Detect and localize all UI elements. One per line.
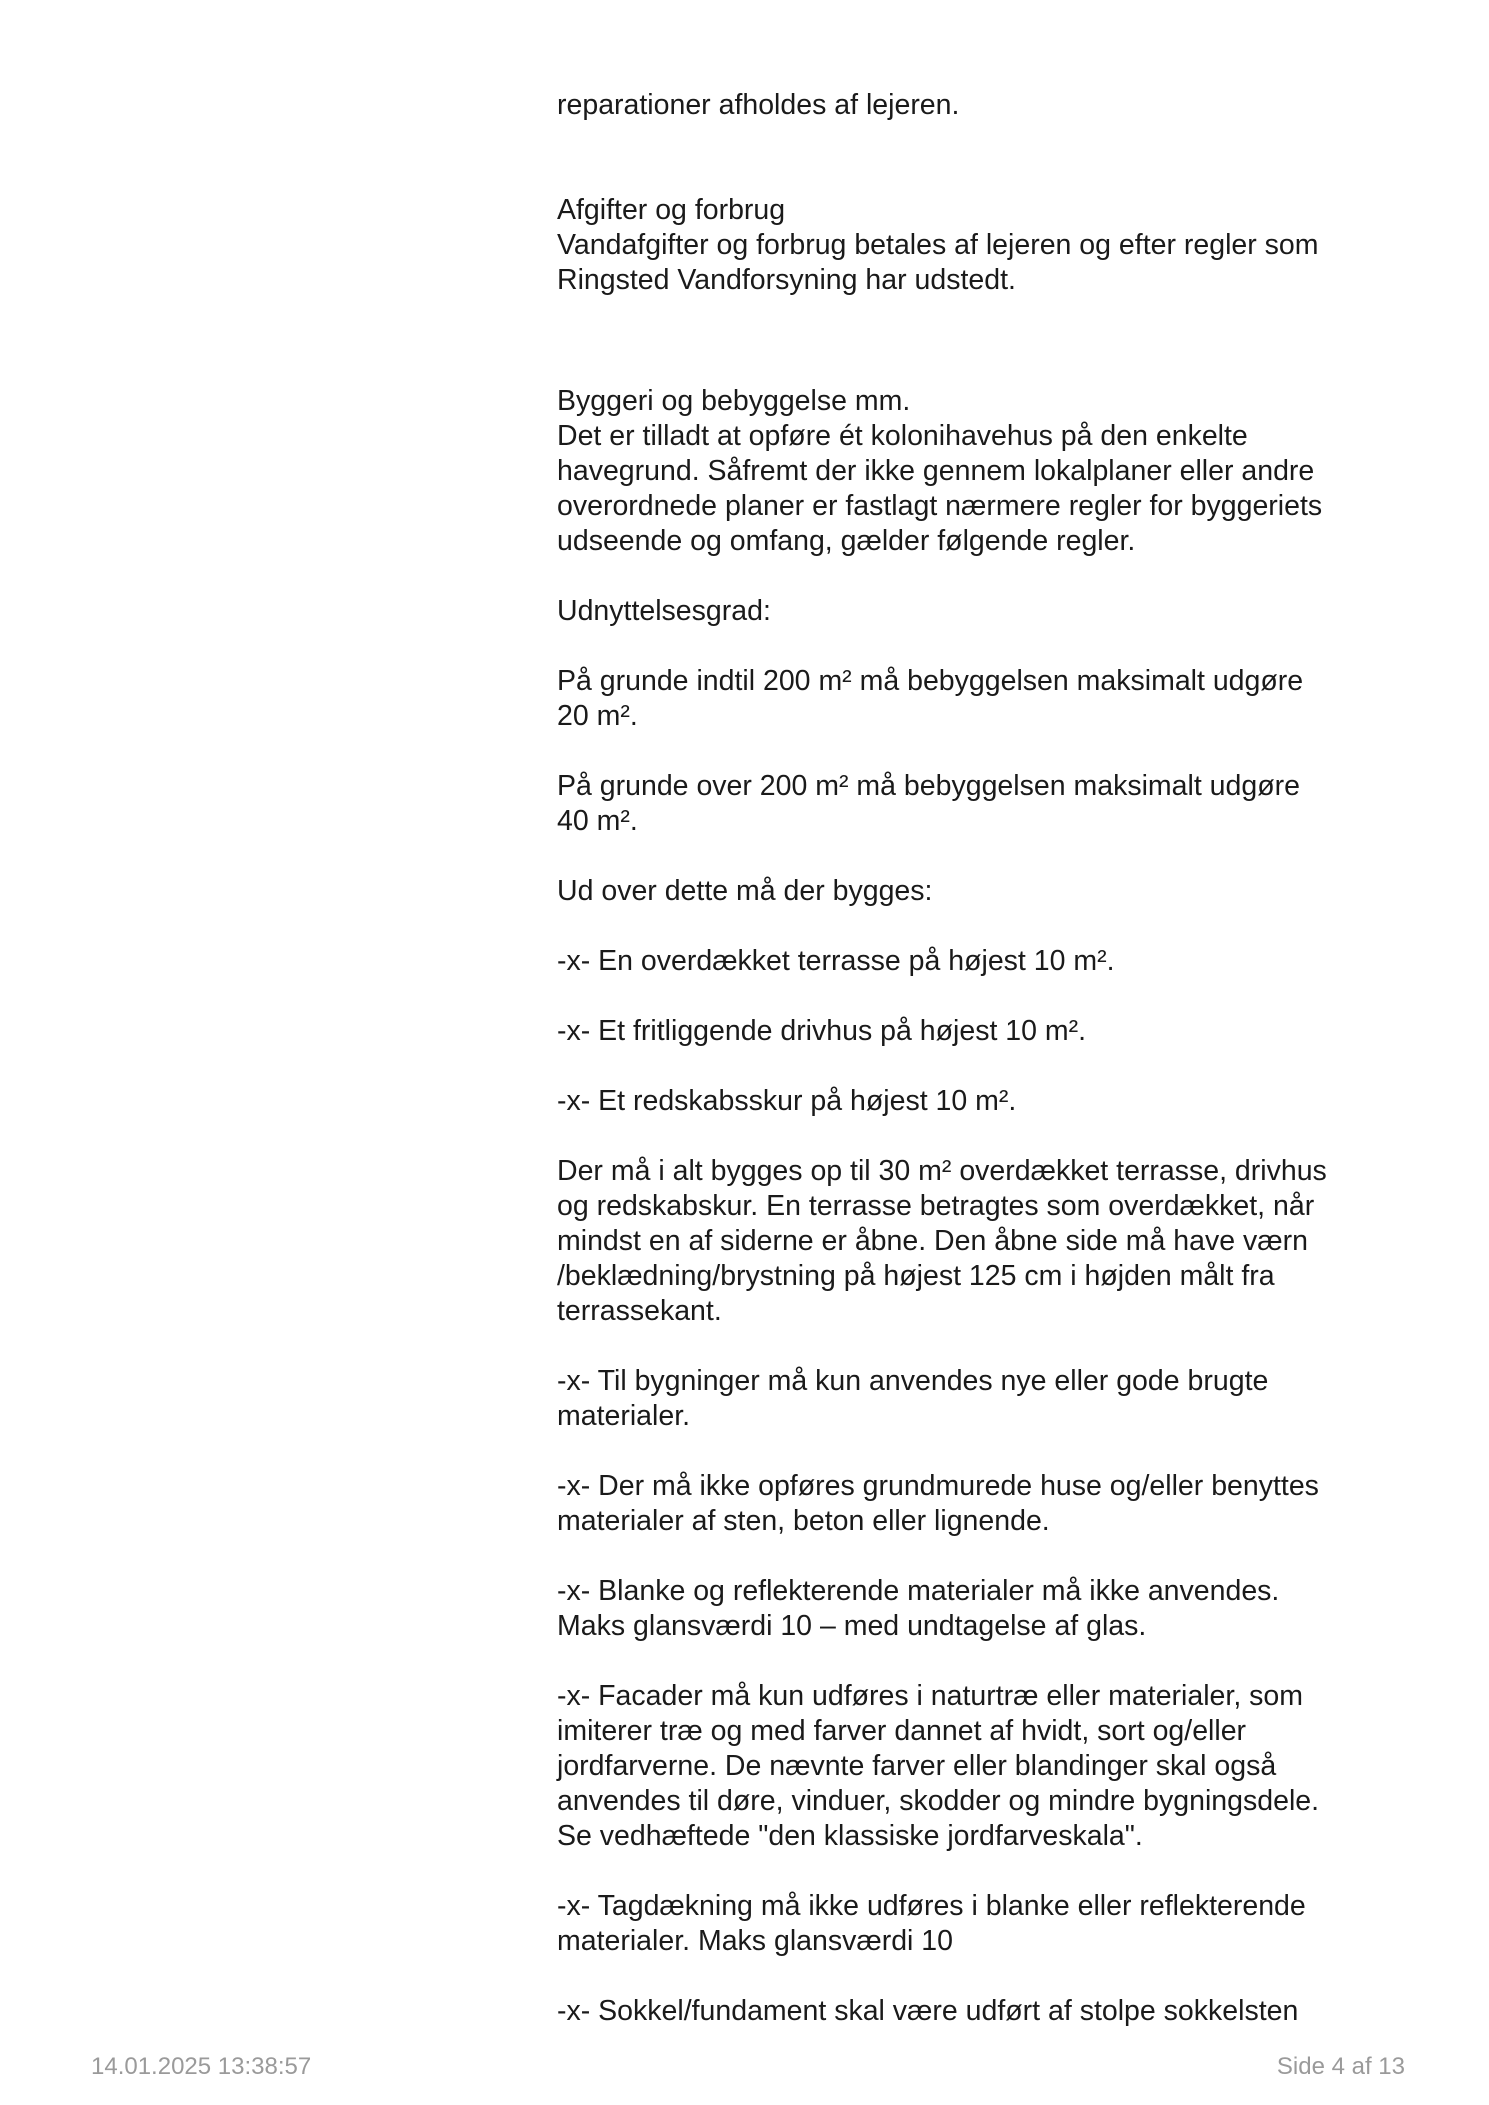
paragraph-1 xyxy=(557,88,1397,123)
text-line: 40 m². xyxy=(557,805,638,837)
text-line: -x- Der må ikke opføres grundmurede huse og/eller benyttes xyxy=(557,1470,1319,1502)
text-line: og redskabskur. En terrasse betragtes som overdækket, når xyxy=(557,1190,1315,1222)
text-line: Maks glansværdi 10 – med undtagelse af glas. xyxy=(557,1610,1147,1642)
list-item-materialer xyxy=(557,1364,1397,1434)
list-item-facader xyxy=(557,1679,1397,1854)
paragraph-ud-over xyxy=(557,874,1397,909)
text-line: jordfarverne. De nævnte farver eller blandinger skal også xyxy=(557,1750,1277,1782)
section-heading: Byggeri og bebyggelse mm. xyxy=(557,385,911,417)
text-line: Ud over dette må der bygges: xyxy=(557,875,933,907)
text-line: mindst en af siderne er åbne. Den åbne side må have værn xyxy=(557,1225,1308,1257)
text-line: -x- Sokkel/fundament skal være udført af stolpe sokkelsten xyxy=(557,1995,1299,2027)
paragraph-grunde-indtil xyxy=(557,664,1397,734)
text-line: Udnyttelsesgrad: xyxy=(557,595,771,627)
text-line: -x- Tagdækning må ikke udføres i blanke eller reflekterende xyxy=(557,1890,1306,1922)
paragraph-afgifter xyxy=(557,193,1397,298)
text-line: -x- Til bygninger må kun anvendes nye eller gode brugte xyxy=(557,1365,1269,1397)
footer-page-number: Side 4 af 13 xyxy=(1276,2053,1405,2080)
text-line: -x- Facader må kun udføres i naturtræ eller materialer, som xyxy=(557,1680,1303,1712)
paragraph-byggeri xyxy=(557,384,1397,559)
paragraph-grunde-over xyxy=(557,769,1397,839)
text-line: anvendes til døre, vinduer, skodder og mindre bygningsdele. xyxy=(557,1785,1320,1817)
document-body xyxy=(557,88,1397,2029)
text-line: Der må i alt bygges op til 30 m² overdækket terrasse, drivhus xyxy=(557,1155,1327,1187)
list-item-drivhus xyxy=(557,1014,1397,1049)
text-line: /beklædning/brystning på højest 125 cm i højden målt fra xyxy=(557,1260,1275,1292)
list-item-blanke xyxy=(557,1574,1397,1644)
text-line: imiterer træ og med farver dannet af hvidt, sort og/eller xyxy=(557,1715,1247,1747)
footer-timestamp: 14.01.2025 13:38:57 xyxy=(91,2053,312,2080)
text-line: -x- Et redskabsskur på højest 10 m². xyxy=(557,1085,1017,1117)
list-item-redskabsskur xyxy=(557,1084,1397,1119)
text-line: 20 m². xyxy=(557,700,638,732)
text-line: -x- Et fritliggende drivhus på højest 10 m². xyxy=(557,1015,1087,1047)
paragraph-udnyttelsesgrad xyxy=(557,594,1397,629)
text-line: På grunde over 200 m² må bebyggelsen maksimalt udgøre xyxy=(557,770,1300,802)
text-line: -x- En overdækket terrasse på højest 10 m². xyxy=(557,945,1115,977)
text-line: Se vedhæftede "den klassiske jordfarveskala". xyxy=(557,1820,1143,1852)
text-line: -x- Blanke og reflekterende materialer må ikke anvendes. xyxy=(557,1575,1280,1607)
text-line: overordnede planer er fastlagt nærmere regler for byggeriets xyxy=(557,490,1323,522)
list-item-tagdaekning xyxy=(557,1889,1397,1959)
text-line: materialer. Maks glansværdi 10 xyxy=(557,1925,953,1957)
text-line: materialer af sten, beton eller lignende. xyxy=(557,1505,1050,1537)
list-item-sokkel xyxy=(557,1994,1397,2029)
paragraph-i-alt xyxy=(557,1154,1397,1329)
text-line: Vandafgifter og forbrug betales af lejeren og efter regler som xyxy=(557,229,1319,261)
list-item-terrasse xyxy=(557,944,1397,979)
text-line: terrassekant. xyxy=(557,1295,722,1327)
section-heading: Afgifter og forbrug xyxy=(557,194,786,226)
text-line: havegrund. Såfremt der ikke gennem lokalplaner eller andre xyxy=(557,455,1315,487)
text-line: Ringsted Vandforsyning har udstedt. xyxy=(557,264,1016,296)
text-line: På grunde indtil 200 m² må bebyggelsen maksimalt udgøre xyxy=(557,665,1304,697)
text-line: Det er tilladt at opføre ét kolonihavehus på den enkelte xyxy=(557,420,1248,452)
text-line: udseende og omfang, gælder følgende regler. xyxy=(557,525,1136,557)
list-item-grundmurede xyxy=(557,1469,1397,1539)
text-line: reparationer afholdes af lejeren. xyxy=(557,89,960,121)
text-line: materialer. xyxy=(557,1400,691,1432)
